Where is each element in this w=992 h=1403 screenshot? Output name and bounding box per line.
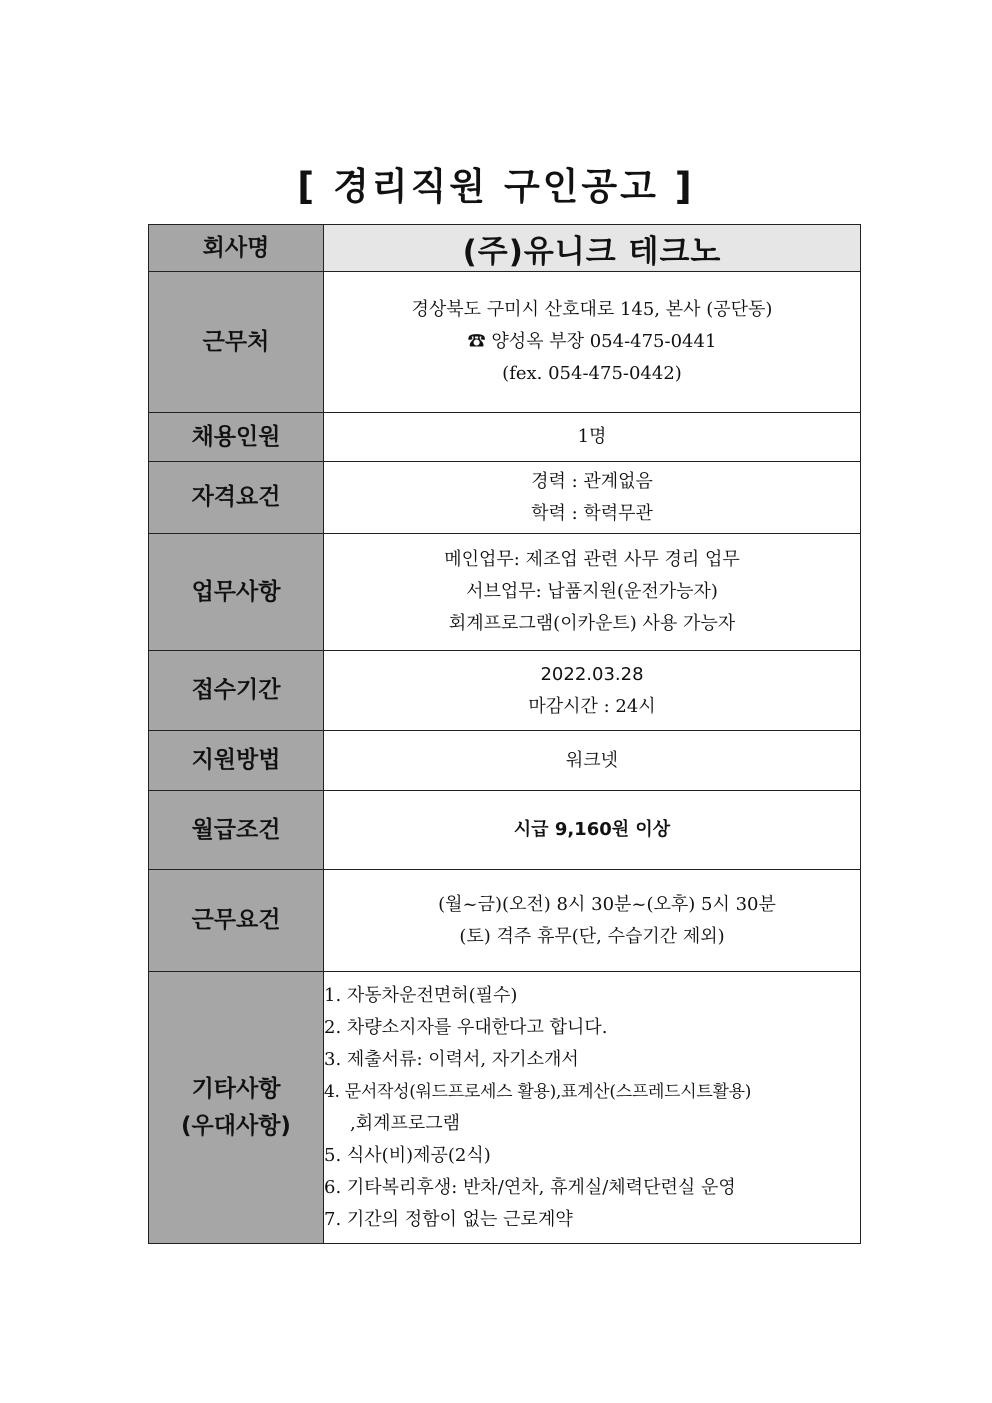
duties-line: 서브업무: 납품지원(운전가능자) <box>466 581 718 602</box>
row-method <box>149 731 861 791</box>
page-title: [ 경리직원 구인공고 ] <box>297 165 695 208</box>
duties-line: 회계프로그램(이카운트) 사용 가능자 <box>448 613 736 634</box>
row-qualification <box>149 462 861 534</box>
label-duties: 업무사항 <box>149 534 324 651</box>
list-item: 7. 기간의 정함이 없는 근로계약 <box>324 1208 573 1230</box>
value-other <box>324 972 861 1244</box>
value-period <box>324 651 861 731</box>
row-company <box>149 225 861 272</box>
workplace-address: 경상북도 구미시 산호대로 145, 본사 (공단동) <box>411 299 773 320</box>
list-item: 4. 문서작성(워드프로세스 활용),표계산(스프레드시트활용) <box>324 1081 752 1102</box>
label-other <box>149 972 324 1244</box>
workplace-contact: 양성옥 부장 054-475-0441 <box>491 331 717 352</box>
label-conditions: 근무요건 <box>149 870 324 972</box>
list-item: ,회계프로그램 <box>350 1112 461 1134</box>
value-headcount: 1명 <box>324 413 861 462</box>
row-conditions <box>149 870 861 972</box>
label-period: 접수기간 <box>149 651 324 731</box>
label-method: 지원방법 <box>149 731 324 791</box>
value-workplace <box>324 272 861 413</box>
workplace-fax: (fex. 054-475-0442) <box>502 363 682 384</box>
conditions-line: (토) 격주 휴무(단, 수습기간 제외) <box>459 925 725 947</box>
value-qualification <box>324 462 861 534</box>
phone-icon: ☎ <box>467 331 486 352</box>
value-company: (주)유니크 테크노 <box>324 225 861 272</box>
row-headcount <box>149 413 861 462</box>
label-workplace: 근무처 <box>149 272 324 413</box>
period-deadline: 마감시간 : 24시 <box>528 695 656 717</box>
value-duties <box>324 534 861 651</box>
row-duties <box>149 534 861 651</box>
period-date: 2022.03.28 <box>540 663 644 685</box>
qualification-line: 학력 : 학력무관 <box>531 502 653 524</box>
value-salary: 시급 9,160원 이상 <box>324 791 861 870</box>
list-item: 6. 기타복리후생: 반차/연차, 휴게실/체력단련실 운영 <box>324 1176 736 1198</box>
label-salary: 월급조건 <box>149 791 324 870</box>
value-method: 워크넷 <box>324 731 861 791</box>
list-item: 3. 제출서류: 이력서, 자기소개서 <box>324 1048 579 1070</box>
list-item: 2. 차량소지자를 우대한다고 합니다. <box>324 1016 608 1038</box>
label-other-line1: 기타사항 <box>191 1075 281 1102</box>
duties-line: 메인업무: 제조업 관련 사무 경리 업무 <box>444 549 740 570</box>
list-item: 5. 식사(비)제공(2식) <box>324 1144 491 1166</box>
row-other <box>149 972 861 1244</box>
workplace-contact-line <box>324 326 860 358</box>
label-headcount: 채용인원 <box>149 413 324 462</box>
qualification-line: 경력 : 관계없음 <box>531 470 653 492</box>
row-period <box>149 651 861 731</box>
list-item: 1. 자동차운전면허(필수) <box>324 984 518 1006</box>
row-salary <box>149 791 861 870</box>
value-conditions <box>324 870 861 972</box>
label-company: 회사명 <box>149 225 324 272</box>
job-posting-table <box>148 224 861 1244</box>
conditions-line: (월~금)(오전) 8시 30분~(오후) 5시 30분 <box>438 893 776 915</box>
label-other-line2: (우대사항) <box>181 1112 291 1139</box>
label-qualification: 자격요건 <box>149 462 324 534</box>
row-workplace <box>149 272 861 413</box>
